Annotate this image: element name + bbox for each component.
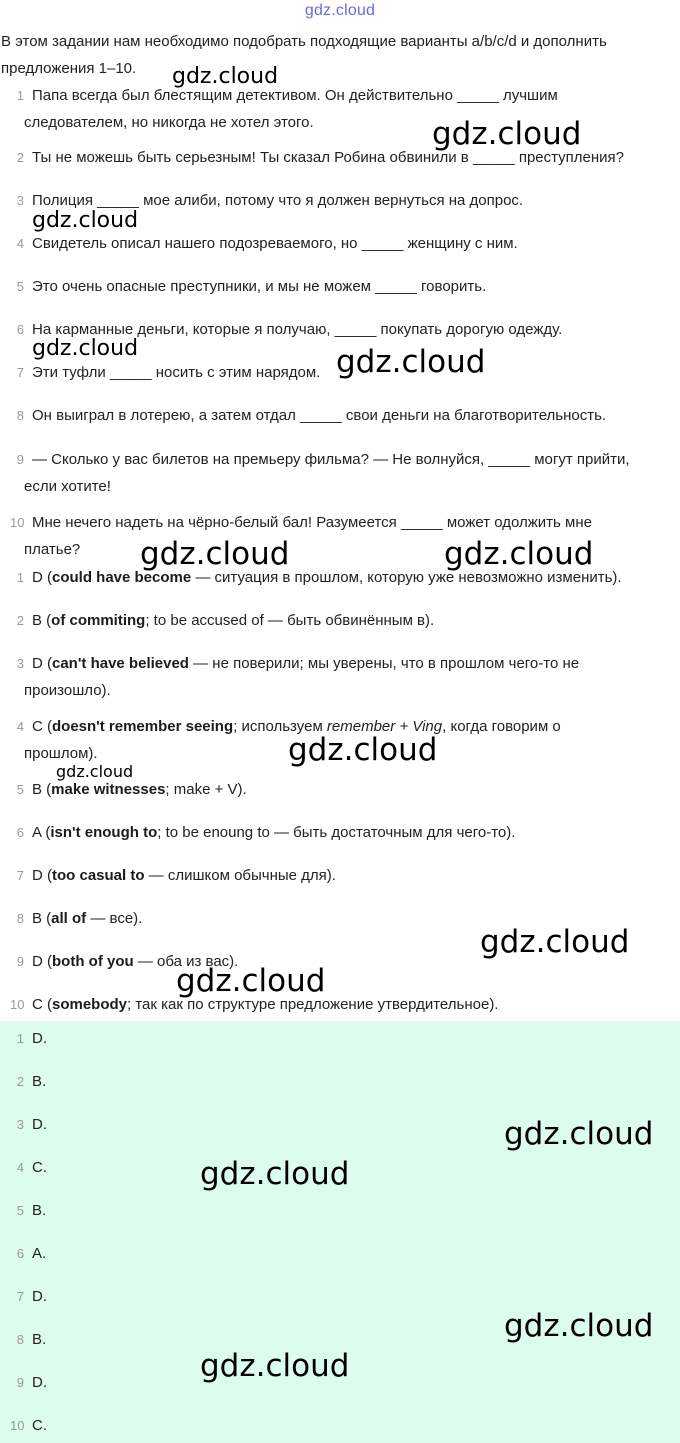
watermark: gdz.cloud (172, 64, 279, 89)
explanation-text (32, 862, 670, 889)
question-line: Свидетель описал нашего подозреваемого, но _____ женщину с ним. (32, 235, 518, 252)
question-text (24, 446, 670, 500)
explanation-prefix: D ( (32, 655, 52, 672)
explanation-key-phrase: make witnesses (51, 781, 166, 798)
watermark: gdz.cloud (140, 536, 290, 572)
question-number: 7 (16, 365, 24, 380)
question-item (10, 273, 670, 300)
answer-letter: D. (32, 1030, 47, 1047)
question-text (32, 402, 670, 429)
question-number: 10 (10, 515, 25, 530)
explanation-item (10, 819, 670, 846)
answer-number: 9 (16, 1375, 24, 1390)
answer-letter: D. (32, 1288, 47, 1305)
task-intro: В этом задании нам необходимо подобрать подходящие варианты a/b/c/d и дополнить предложения 1–10. (1, 33, 607, 77)
explanation-number: 4 (16, 719, 24, 734)
explanation-text (32, 819, 670, 846)
answer-item (10, 1412, 670, 1439)
answer-number: 8 (16, 1332, 24, 1347)
question-item (10, 446, 670, 500)
watermark: gdz.cloud (444, 536, 594, 572)
explanation-note: — не поверили; мы уверены, что в прошлом чего-то не (188, 655, 580, 672)
explanation-note: ; так как по структуре предложение утвердительное). (127, 996, 499, 1013)
answer-letter: B. (32, 1202, 47, 1219)
explanation-line: произошло). (24, 682, 111, 699)
answer-letter: C. (32, 1417, 47, 1434)
question-text (32, 230, 670, 257)
question-line: Полиция _____ мое алиби, потому что я должен вернуться на допрос. (32, 192, 524, 209)
explanation-number: 6 (16, 825, 24, 840)
answer-item (10, 1068, 670, 1095)
explanation-note: ; используем (233, 718, 327, 735)
watermark: gdz.cloud (176, 963, 326, 999)
explanation-key-phrase: doesn't remember seeing (52, 718, 234, 735)
answer-item (10, 1025, 670, 1052)
explanation-number: 7 (16, 868, 24, 883)
question-line: — Сколько у вас билетов на премьеру фильма? — Не волнуйся, _____ могут прийти, (32, 451, 630, 468)
site-title[interactable]: gdz.cloud (304, 2, 376, 19)
explanation-key-phrase: could have become (52, 569, 192, 586)
explanation-key-phrase: somebody (52, 996, 128, 1013)
watermark: gdz.cloud (504, 1308, 654, 1344)
explanation-grammar-rule: remember + Ving (326, 718, 443, 735)
question-line: На карманные деньги, которые я получаю, _____ покупать дорогую одежду. (32, 321, 563, 338)
answer-item (10, 1240, 670, 1267)
question-line: Это очень опасные преступники, и мы не можем _____ говорить. (32, 278, 487, 295)
watermark: gdz.cloud (336, 344, 486, 380)
question-number: 6 (16, 322, 24, 337)
question-number: 1 (16, 88, 24, 103)
explanation-prefix: C ( (32, 718, 52, 735)
answer-letter: D. (32, 1374, 47, 1391)
answer-item (10, 1197, 670, 1224)
question-number: 5 (16, 279, 24, 294)
explanation-item (10, 991, 670, 1018)
explanation-note: — оба из вас). (133, 953, 239, 970)
question-line: Папа всегда был блестящим детективом. Он действительно _____ лучшим (32, 87, 558, 104)
answer-letter: A. (32, 1245, 47, 1262)
explanation-prefix: D ( (32, 867, 52, 884)
answer-item (10, 1283, 670, 1310)
answer-letter: D. (32, 1116, 47, 1133)
explanation-number: 3 (16, 656, 24, 671)
answer-number: 1 (16, 1031, 24, 1046)
explanation-note: , когда говорим о (442, 718, 561, 735)
question-line: Он выиграл в лотерею, а затем отдал _____ свои деньги на благотворительность. (32, 407, 607, 424)
explanation-number: 1 (16, 570, 24, 585)
explanation-text (32, 607, 670, 634)
explanation-item (10, 650, 670, 704)
question-line: Мне нечего надеть на чёрно-белый бал! Разумеется _____ может одолжить мне (32, 514, 592, 531)
watermark: gdz.cloud (32, 208, 139, 233)
explanation-item (10, 607, 670, 634)
explanation-note: ; to be enoung to — быть достаточным для чего-то). (157, 824, 516, 841)
explanation-key-phrase: too casual to (52, 867, 145, 884)
watermark: gdz.cloud (432, 116, 582, 152)
explanation-prefix: D ( (32, 953, 52, 970)
explanation-key-phrase: can't have believed (52, 655, 189, 672)
answer-number: 2 (16, 1074, 24, 1089)
explanation-prefix: A ( (32, 824, 51, 841)
question-number: 3 (16, 193, 24, 208)
explanation-number: 8 (16, 911, 24, 926)
watermark: gdz.cloud (200, 1156, 350, 1192)
question-line: если хотите! (24, 478, 111, 495)
explanation-prefix: C ( (32, 996, 52, 1013)
question-line: Эти туфли _____ носить с этим нарядом. (32, 364, 321, 381)
explanation-number: 10 (10, 997, 25, 1012)
question-text (32, 273, 670, 300)
watermark: gdz.cloud (32, 336, 139, 361)
question-item (10, 230, 670, 257)
question-number: 2 (16, 150, 24, 165)
explanation-item (10, 862, 670, 889)
answer-number: 3 (16, 1117, 24, 1132)
question-number: 9 (16, 452, 24, 467)
watermark: gdz.cloud (56, 762, 134, 781)
explanation-prefix: B ( (32, 781, 52, 798)
explanation-note: ; make + V). (165, 781, 247, 798)
question-number: 8 (16, 408, 24, 423)
watermark: gdz.cloud (480, 924, 630, 960)
explanation-note: ; to be accused of — быть обвинённым в). (145, 612, 435, 629)
watermark: gdz.cloud (288, 732, 438, 768)
explanation-key-phrase: of commiting (51, 612, 146, 629)
answer-number: 7 (16, 1289, 24, 1304)
explanation-text (24, 650, 670, 704)
answer-letter: C. (32, 1159, 47, 1176)
answer-number: 10 (10, 1418, 25, 1433)
question-number: 4 (16, 236, 24, 251)
explanation-number: 9 (16, 954, 24, 969)
explanation-note: — все). (86, 910, 143, 927)
answer-letter: B. (32, 1331, 47, 1348)
question-item (10, 402, 670, 429)
answer-number: 4 (16, 1160, 24, 1175)
watermark: gdz.cloud (200, 1348, 350, 1384)
explanation-prefix: B ( (32, 612, 52, 629)
explanation-text (32, 991, 670, 1018)
explanation-line: прошлом). (24, 745, 98, 762)
explanation-note: — слишком обычные для). (144, 867, 336, 884)
question-line: платье? (24, 541, 81, 558)
explanation-key-phrase: both of you (52, 953, 134, 970)
answer-number: 5 (16, 1203, 24, 1218)
watermark: gdz.cloud (504, 1116, 654, 1152)
explanation-prefix: D ( (32, 569, 52, 586)
explanation-key-phrase: isn't enough to (50, 824, 158, 841)
explanation-number: 5 (16, 782, 24, 797)
explanation-prefix: B ( (32, 910, 52, 927)
explanation-note: — ситуация в прошлом, которую уже невозможно изменить). (191, 569, 622, 586)
explanation-number: 2 (16, 613, 24, 628)
answer-number: 6 (16, 1246, 24, 1261)
question-line: следователем, но никогда не хотел этого. (24, 114, 314, 131)
answer-letter: B. (32, 1073, 47, 1090)
question-line: Ты не можешь быть серьезным! Ты сказал Робина обвинили в _____ преступления? (32, 149, 625, 166)
explanation-key-phrase: all of (51, 910, 87, 927)
